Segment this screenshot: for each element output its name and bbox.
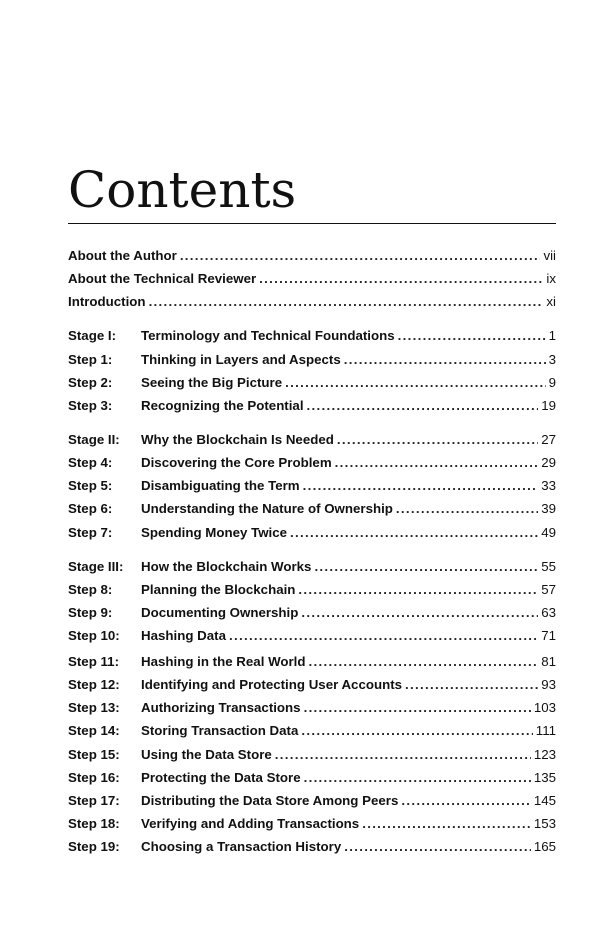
toc-entry-title: Planning the Blockchain	[141, 582, 296, 597]
toc-entry-page: 81	[541, 654, 556, 669]
leader-dots	[303, 477, 539, 495]
toc-entry-label: Step 16:	[68, 770, 120, 785]
toc-entry-step[interactable]	[68, 653, 556, 671]
toc-entry-step[interactable]	[68, 374, 556, 392]
toc-entry-step[interactable]	[68, 397, 556, 415]
toc-entry-page: 27	[541, 432, 556, 447]
leader-dots	[344, 351, 546, 369]
toc-entry-page: 19	[541, 398, 556, 413]
toc-entry-page: 29	[541, 455, 556, 470]
toc-entry-step[interactable]	[68, 792, 556, 810]
toc-entry-title: Thinking in Layers and Aspects	[141, 352, 341, 367]
table-of-contents	[68, 0, 556, 935]
toc-entry-step[interactable]	[68, 477, 556, 495]
toc-entry-page: 145	[533, 793, 556, 808]
toc-entry[interactable]	[68, 247, 556, 265]
toc-entry-step[interactable]	[68, 746, 556, 764]
toc-entry-step[interactable]	[68, 769, 556, 787]
toc-entry-page: 153	[533, 816, 556, 831]
leader-dots	[307, 397, 539, 415]
toc-entry-page: 63	[541, 605, 556, 620]
toc-entry-title: Authorizing Transactions	[141, 700, 301, 715]
toc-entry-step[interactable]	[68, 815, 556, 833]
toc-entry-label: Step 2:	[68, 375, 113, 390]
toc-entry-page: xi	[546, 294, 556, 309]
leader-dots	[335, 454, 539, 472]
leader-dots	[309, 653, 539, 671]
leader-dots	[275, 746, 531, 764]
toc-entry-title: Documenting Ownership	[141, 605, 299, 620]
leader-dots	[405, 676, 538, 694]
toc-entry-label: Stage II:	[68, 432, 120, 447]
leader-dots	[229, 627, 538, 645]
toc-entry-label: Step 5:	[68, 478, 113, 493]
toc-entry-label: Step 9:	[68, 605, 113, 620]
toc-entry-label: Step 10:	[68, 628, 120, 643]
toc-entry-title: Choosing a Transaction History	[141, 839, 342, 854]
toc-entry-step[interactable]	[68, 500, 556, 518]
toc-entry-title: About the Author	[68, 248, 177, 263]
toc-entry-title: Identifying and Protecting User Accounts	[141, 677, 403, 692]
toc-entry-label: Step 13:	[68, 700, 120, 715]
toc-entry-label: Step 7:	[68, 525, 113, 540]
leader-dots	[304, 699, 531, 717]
leader-dots	[362, 815, 531, 833]
toc-entry-page: 111	[535, 723, 556, 738]
toc-entry-title: Storing Transaction Data	[141, 723, 299, 738]
toc-entry-step[interactable]	[68, 699, 556, 717]
toc-entry-page: ix	[546, 271, 556, 286]
leader-dots	[301, 722, 532, 740]
toc-entry-title: Disambiguating the Term	[141, 478, 300, 493]
toc-entry-page: 165	[533, 839, 556, 854]
toc-entry-title: Introduction	[68, 294, 146, 309]
leader-dots	[396, 500, 538, 518]
leader-dots	[314, 558, 538, 576]
toc-entry-label: Step 12:	[68, 677, 120, 692]
toc-entry-step[interactable]	[68, 676, 556, 694]
toc-entry-step[interactable]	[68, 524, 556, 542]
toc-entry-stage[interactable]	[68, 327, 556, 345]
leader-dots	[344, 838, 531, 856]
toc-entry-page: 103	[533, 700, 556, 715]
toc-entry-label: Step 1:	[68, 352, 113, 367]
toc-entry-label: Step 14:	[68, 723, 120, 738]
toc-entry-step[interactable]	[68, 722, 556, 740]
toc-entry-page: 9	[548, 375, 556, 390]
toc-entry-page: 1	[548, 328, 556, 343]
toc-entry-title: Seeing the Big Picture	[141, 375, 283, 390]
leader-dots	[337, 431, 538, 449]
leader-dots	[149, 293, 544, 311]
leader-dots	[285, 374, 545, 392]
toc-entry-label: Step 6:	[68, 501, 113, 516]
toc-entry-label: Step 19:	[68, 839, 120, 854]
leader-dots	[301, 604, 538, 622]
leader-dots	[259, 270, 543, 288]
leader-dots	[401, 792, 530, 810]
toc-entry-title: Understanding the Nature of Ownership	[141, 501, 393, 516]
toc-entry-page: 49	[541, 525, 556, 540]
toc-entry-title: Protecting the Data Store	[141, 770, 301, 785]
toc-entry-page: 33	[541, 478, 556, 493]
toc-entry-label: Step 18:	[68, 816, 120, 831]
toc-entry-step[interactable]	[68, 604, 556, 622]
toc-entry-page: 57	[541, 582, 556, 597]
toc-entry-label: Stage III:	[68, 559, 124, 574]
toc-entry-stage[interactable]	[68, 558, 556, 576]
toc-entry-title: How the Blockchain Works	[141, 559, 312, 574]
toc-entry-title: Why the Blockchain Is Needed	[141, 432, 334, 447]
leader-dots	[180, 247, 541, 265]
leader-dots	[290, 524, 538, 542]
leader-dots	[298, 581, 538, 599]
toc-entry-title: Using the Data Store	[141, 747, 272, 762]
toc-entry-label: Step 17:	[68, 793, 120, 808]
toc-entry-page: 3	[548, 352, 556, 367]
leader-dots	[304, 769, 531, 787]
toc-entry-label: Step 3:	[68, 398, 113, 413]
toc-entry-title: Recognizing the Potential	[141, 398, 304, 413]
toc-entry-page: 93	[541, 677, 556, 692]
toc-entry-page: 39	[541, 501, 556, 516]
toc-entry-title: Spending Money Twice	[141, 525, 288, 540]
toc-entry-page: 55	[541, 559, 556, 574]
toc-entry-title: Hashing in the Real World	[141, 654, 306, 669]
toc-entry-label: Step 8:	[68, 582, 113, 597]
toc-entry-title: Discovering the Core Problem	[141, 455, 332, 470]
toc-entry-title: Hashing Data	[141, 628, 226, 643]
toc-entry-step[interactable]	[68, 351, 556, 369]
toc-entry-step[interactable]	[68, 454, 556, 472]
toc-entry-title: About the Technical Reviewer	[68, 271, 257, 286]
toc-entry-step[interactable]	[68, 838, 556, 856]
toc-entry-stage[interactable]	[68, 431, 556, 449]
toc-entry-title: Distributing the Data Store Among Peers	[141, 793, 399, 808]
toc-entry-step[interactable]	[68, 581, 556, 599]
toc-entry-page: 71	[541, 628, 556, 643]
toc-entry-label: Stage I:	[68, 328, 117, 343]
toc-entry-label: Step 4:	[68, 455, 113, 470]
toc-entry-title: Terminology and Technical Foundations	[141, 328, 395, 343]
toc-entry[interactable]	[68, 293, 556, 311]
toc-entry-step[interactable]	[68, 627, 556, 645]
toc-entry[interactable]	[68, 270, 556, 288]
page-title: Contents	[68, 161, 297, 219]
toc-entry-title: Verifying and Adding Transactions	[141, 816, 360, 831]
toc-entry-label: Step 15:	[68, 747, 120, 762]
toc-entry-page: 135	[533, 770, 556, 785]
toc-entry-page: 123	[533, 747, 556, 762]
toc-entry-label: Step 11:	[68, 654, 119, 669]
toc-entry-page: vii	[543, 248, 556, 263]
leader-dots	[398, 327, 546, 345]
